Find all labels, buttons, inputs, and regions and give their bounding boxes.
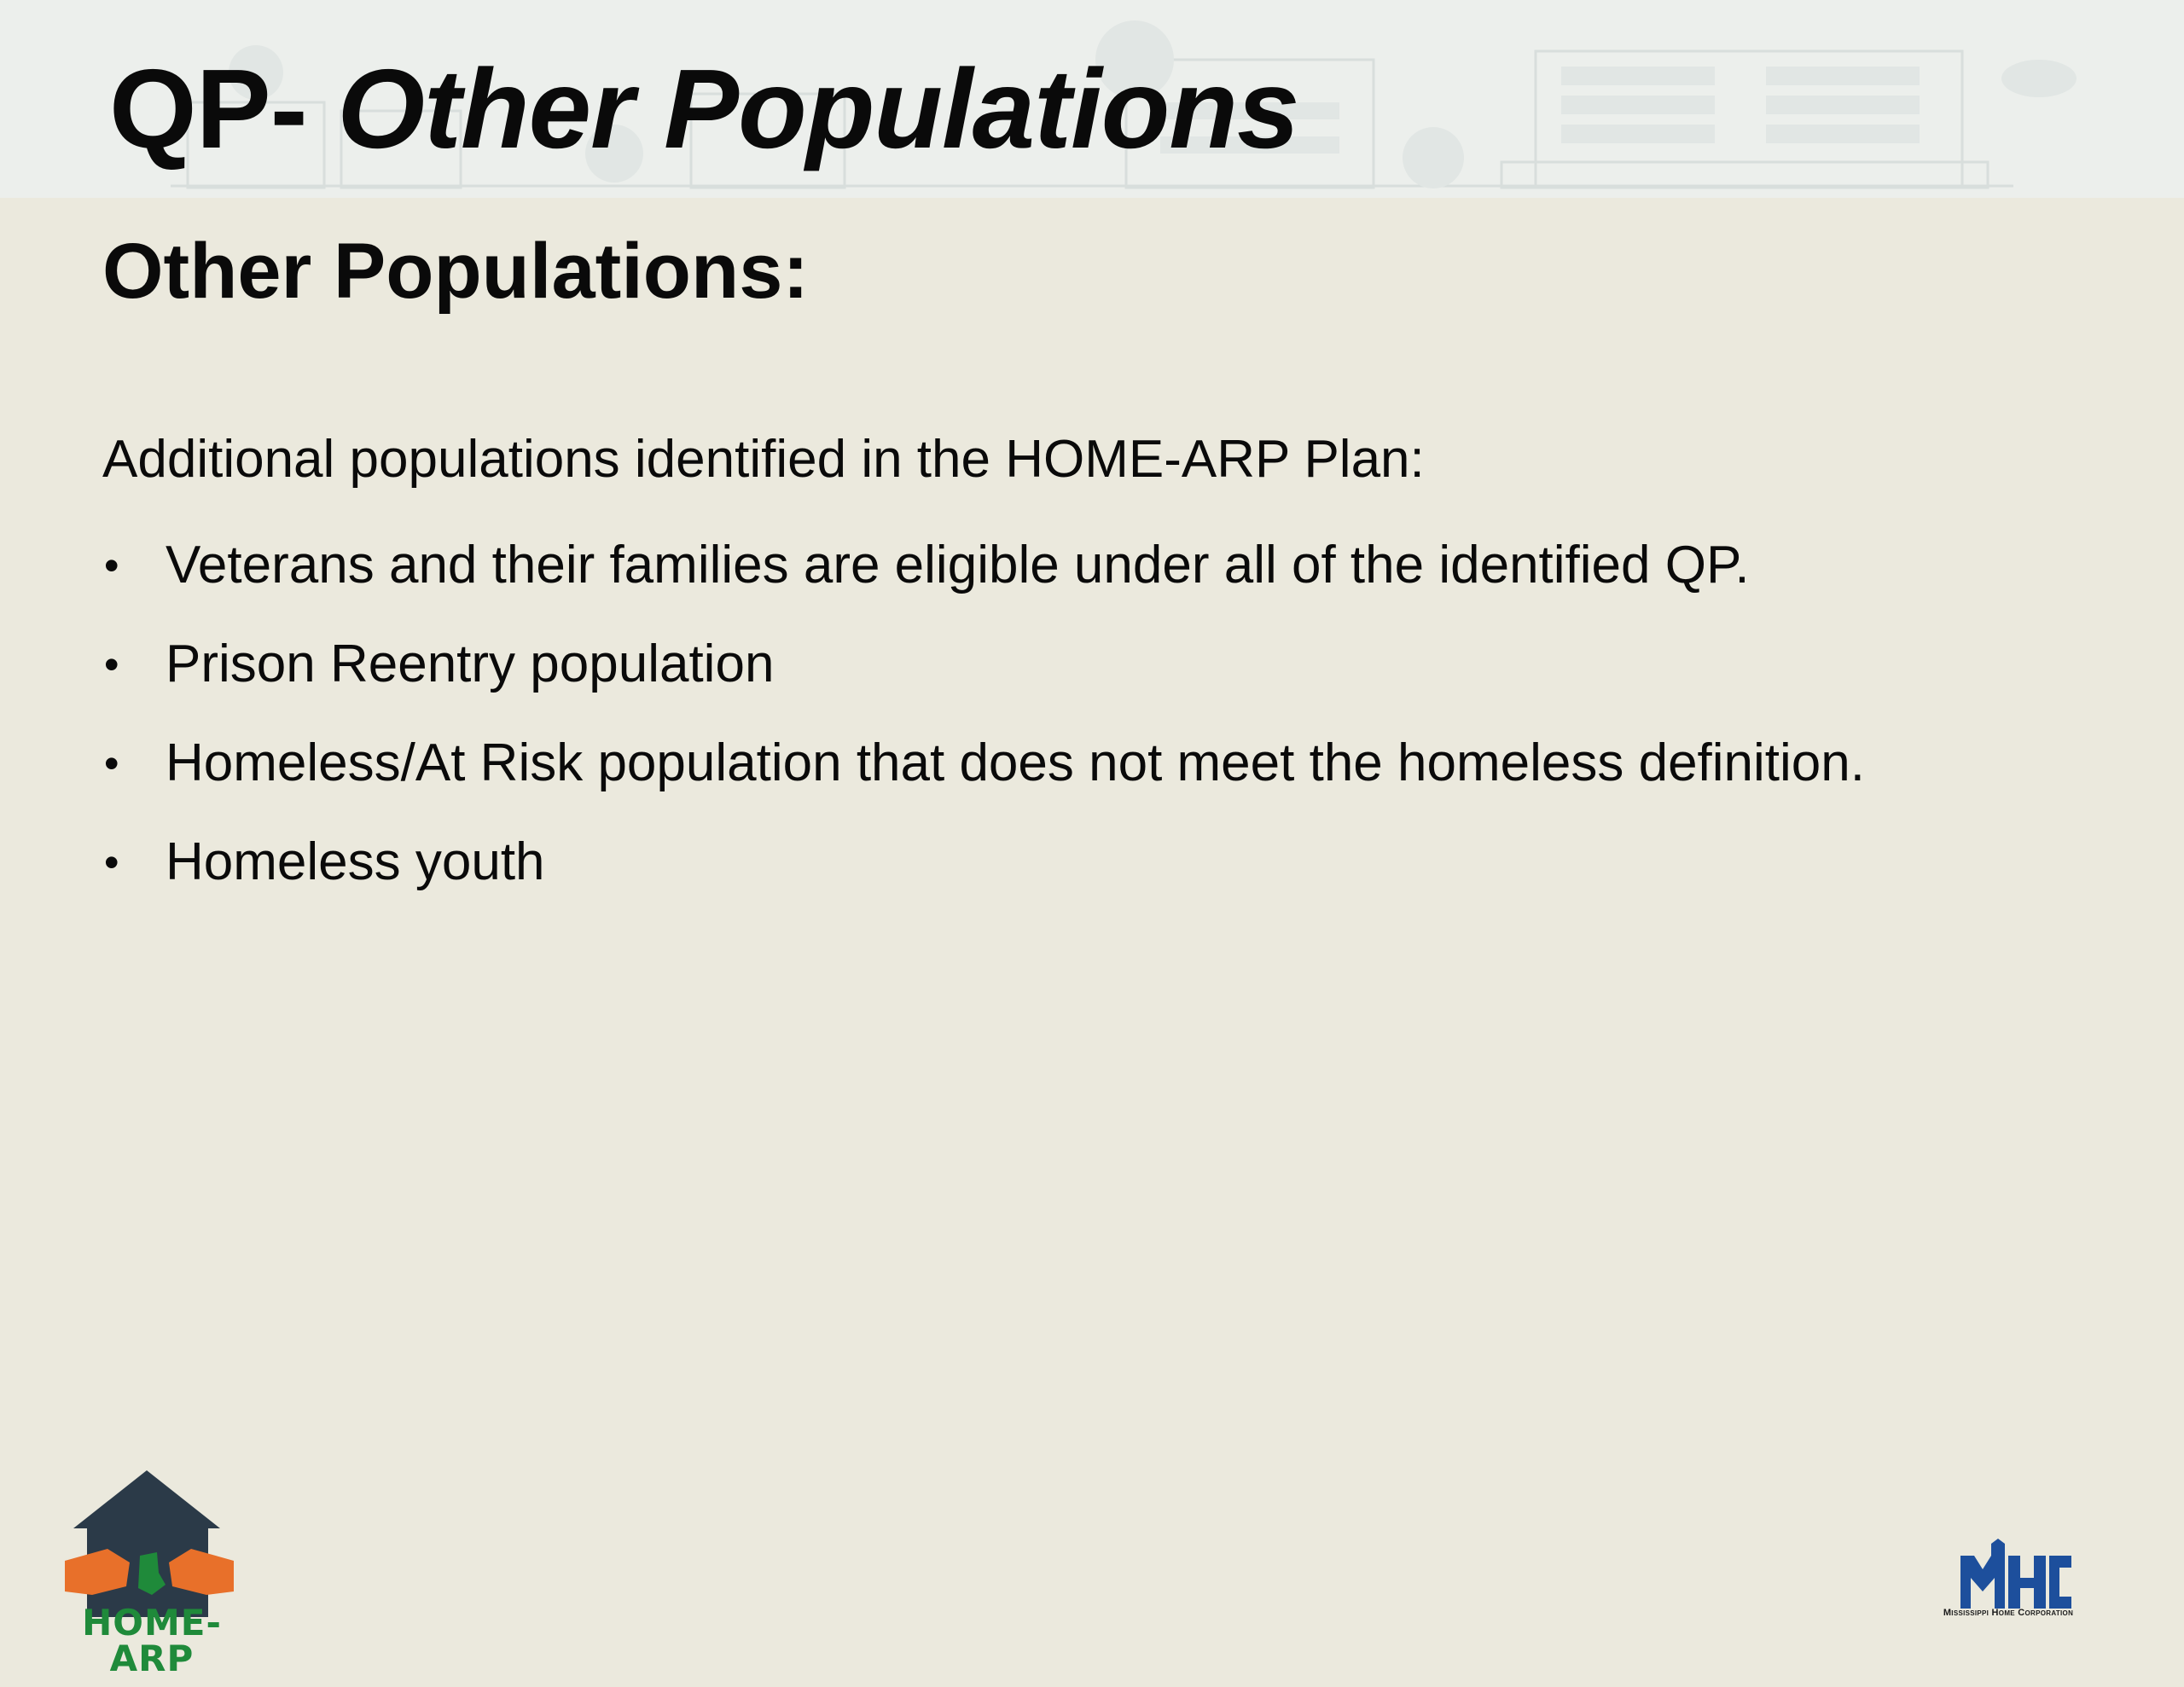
bullet-dot-icon: • — [104, 641, 119, 688]
bullet-text: Homeless youth — [166, 832, 545, 891]
mhc-logo-icon — [1954, 1535, 2073, 1610]
bullet-item — [102, 733, 1865, 832]
slide-title — [109, 46, 1299, 171]
title-prefix: QP- — [109, 46, 338, 171]
bullet-text: Prison Reentry population — [166, 635, 775, 693]
bullet-item — [102, 832, 1865, 931]
bullet-item — [102, 635, 1865, 733]
bullet-text: Homeless/At Risk population that does not meet the homeless definition. — [166, 733, 1865, 792]
bullet-text: Veterans and their families are eligible under all of the identified QP. — [166, 536, 1750, 594]
mhc-logo-text: Mississippi Home Corporation — [1943, 1608, 2074, 1618]
bullet-dot-icon: • — [104, 542, 119, 589]
bullet-dot-icon: • — [104, 838, 119, 886]
bullet-item — [102, 536, 1865, 635]
header-band — [0, 0, 2184, 198]
title-italic: Other Populations — [337, 46, 1299, 171]
bullet-list — [102, 536, 1865, 931]
home-arp-logo-text: HOME-ARP — [82, 1602, 222, 1679]
slide-subtitle: Other Populations: — [102, 228, 809, 315]
intro-text: Additional populations identified in the HOME-ARP Plan: — [102, 430, 1425, 489]
bullet-dot-icon: • — [104, 739, 119, 787]
